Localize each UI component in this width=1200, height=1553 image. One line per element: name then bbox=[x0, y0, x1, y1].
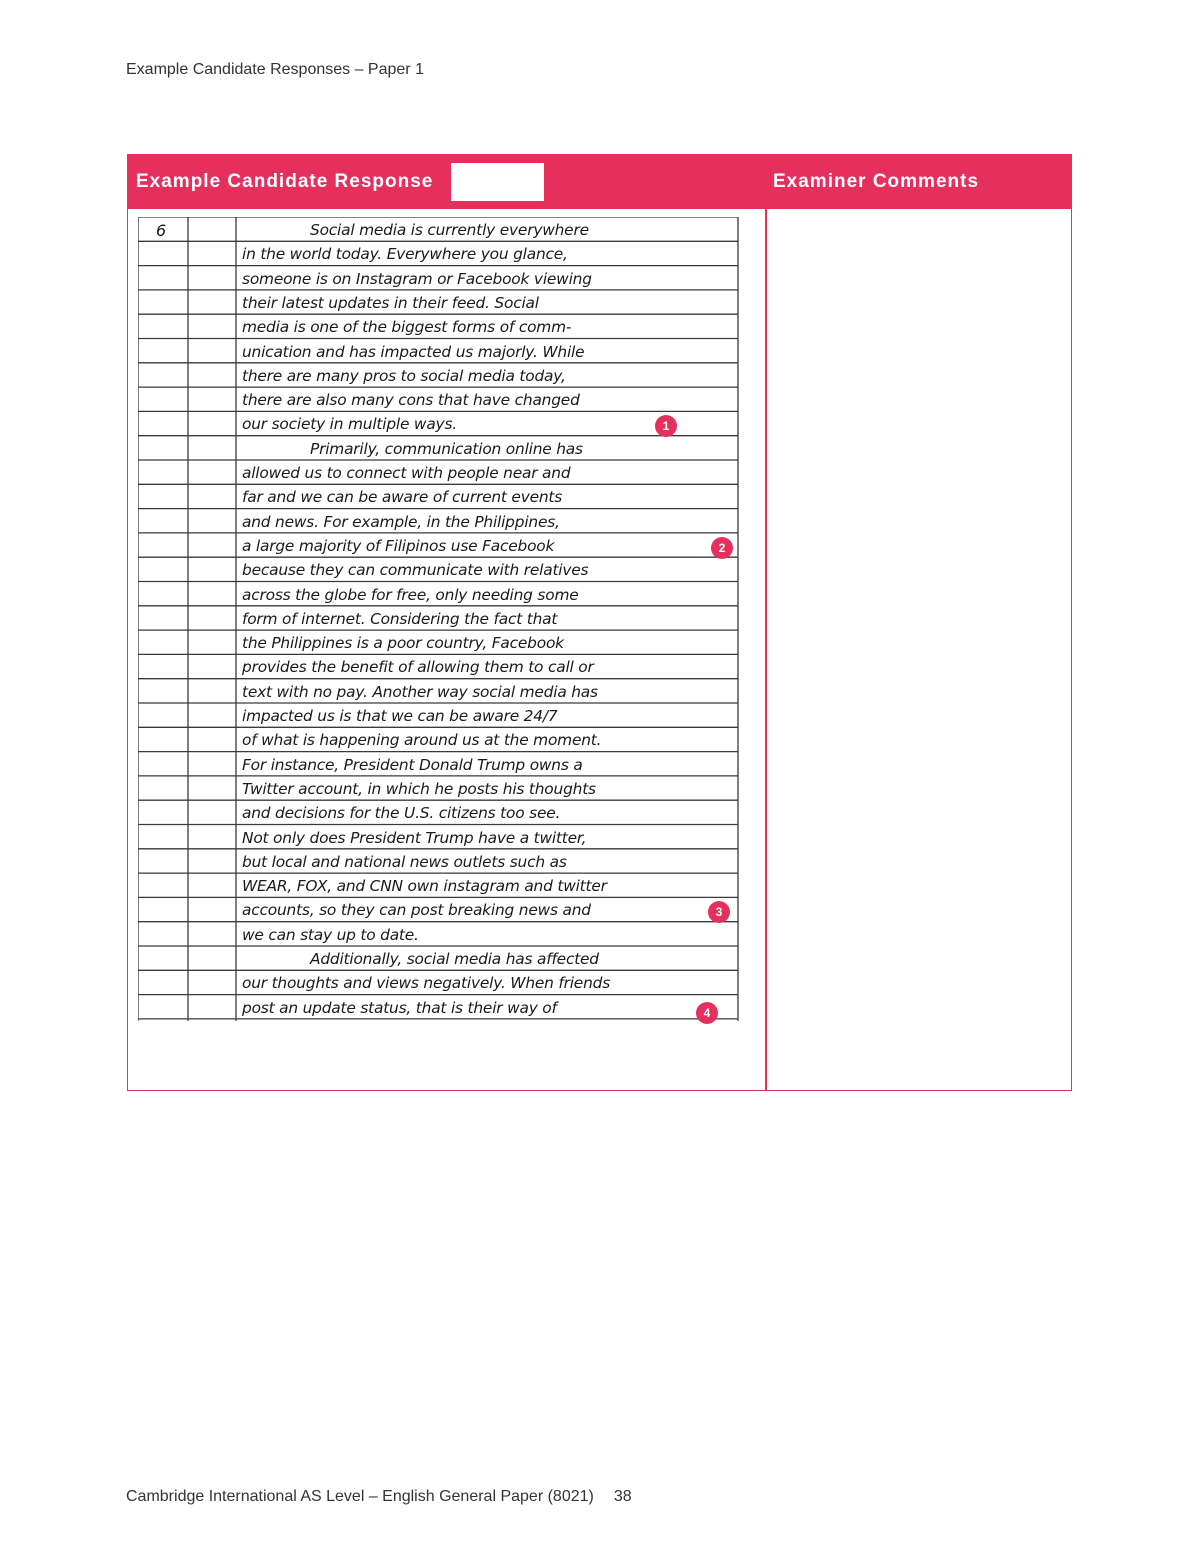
handwritten-line: our society in multiple ways. bbox=[242, 415, 457, 434]
handwritten-line: and decisions for the U.S. citizens too see. bbox=[242, 804, 561, 823]
handwritten-script bbox=[138, 217, 741, 1027]
candidate-response-heading: Example Candidate Response bbox=[136, 171, 434, 192]
handwritten-line: there are many pros to social media today, bbox=[242, 366, 566, 385]
handwritten-line: For instance, President Donald Trump owns a bbox=[242, 755, 583, 774]
handwritten-line: allowed us to connect with people near and bbox=[242, 464, 571, 482]
marker-badge-4: 4 bbox=[696, 1002, 718, 1024]
grade-box bbox=[451, 163, 544, 201]
table-header-row bbox=[128, 155, 1071, 209]
handwritten-line: their latest updates in their feed. Social bbox=[242, 293, 539, 312]
handwritten-line: of what is happening around us at the moment. bbox=[242, 731, 602, 750]
handwritten-line: someone is on Instagram or Facebook viewing bbox=[242, 269, 592, 288]
handwritten-line: Not only does President Trump have a twitter, bbox=[242, 828, 587, 847]
handwritten-line: the Philippines is a poor country, Facebook bbox=[242, 634, 564, 653]
marker-badge-1: 1 bbox=[655, 415, 677, 437]
page-number: 38 bbox=[613, 1488, 632, 1505]
handwritten-line: we can stay up to date. bbox=[242, 925, 419, 944]
handwritten-line: media is one of the biggest forms of comm- bbox=[242, 318, 572, 337]
handwritten-line: across the globe for free, only needing some bbox=[242, 585, 579, 604]
response-table bbox=[127, 154, 1072, 1091]
handwritten-line: accounts, so they can post breaking news and bbox=[242, 901, 591, 920]
footer-text: Cambridge International AS Level – English General Paper (8021) bbox=[126, 1488, 594, 1505]
running-footer bbox=[126, 1488, 632, 1506]
handwritten-line: Additionally, social media has affected bbox=[310, 950, 599, 968]
handwritten-line: and news. For example, in the Philippines, bbox=[242, 512, 560, 531]
handwritten-line: impacted us is that we can be aware 24/7 bbox=[242, 707, 558, 725]
marker-badge-2: 2 bbox=[711, 537, 733, 559]
running-header: Example Candidate Responses – Paper 1 bbox=[126, 61, 424, 78]
handwritten-line: our thoughts and views negatively. When friends bbox=[242, 974, 611, 993]
handwritten-line: provides the benefit of allowing them to call or bbox=[242, 658, 594, 677]
handwritten-line: Twitter account, in which he posts his thoughts bbox=[242, 779, 596, 798]
handwritten-line: Primarily, communication online has bbox=[310, 439, 583, 458]
handwritten-line: unication and has impacted us majorly. While bbox=[242, 342, 585, 361]
handwritten-line: in the world today. Everywhere you glance, bbox=[242, 245, 568, 264]
marker-badge-3: 3 bbox=[708, 901, 730, 923]
examiner-comments-heading: Examiner Comments bbox=[773, 171, 980, 192]
handwritten-line: a large majority of Filipinos use Facebook bbox=[242, 536, 555, 555]
handwritten-line: Social media is currently everywhere bbox=[310, 221, 589, 239]
handwritten-line: WEAR, FOX, and CNN own instagram and twitter bbox=[242, 877, 607, 896]
handwritten-line: post an update status, that is their way of bbox=[242, 998, 557, 1017]
handwritten-line: there are also many cons that have changed bbox=[242, 391, 580, 410]
handwritten-line: text with no pay. Another way social media has bbox=[242, 682, 598, 701]
handwritten-line: because they can communicate with relatives bbox=[242, 561, 589, 580]
handwritten-line: but local and national news outlets such as bbox=[242, 852, 567, 871]
handwriting-lines bbox=[138, 217, 741, 1027]
handwritten-line: far and we can be aware of current events bbox=[242, 488, 563, 507]
handwritten-line: form of internet. Considering the fact that bbox=[242, 609, 558, 628]
page-marker: 6 bbox=[156, 221, 167, 240]
